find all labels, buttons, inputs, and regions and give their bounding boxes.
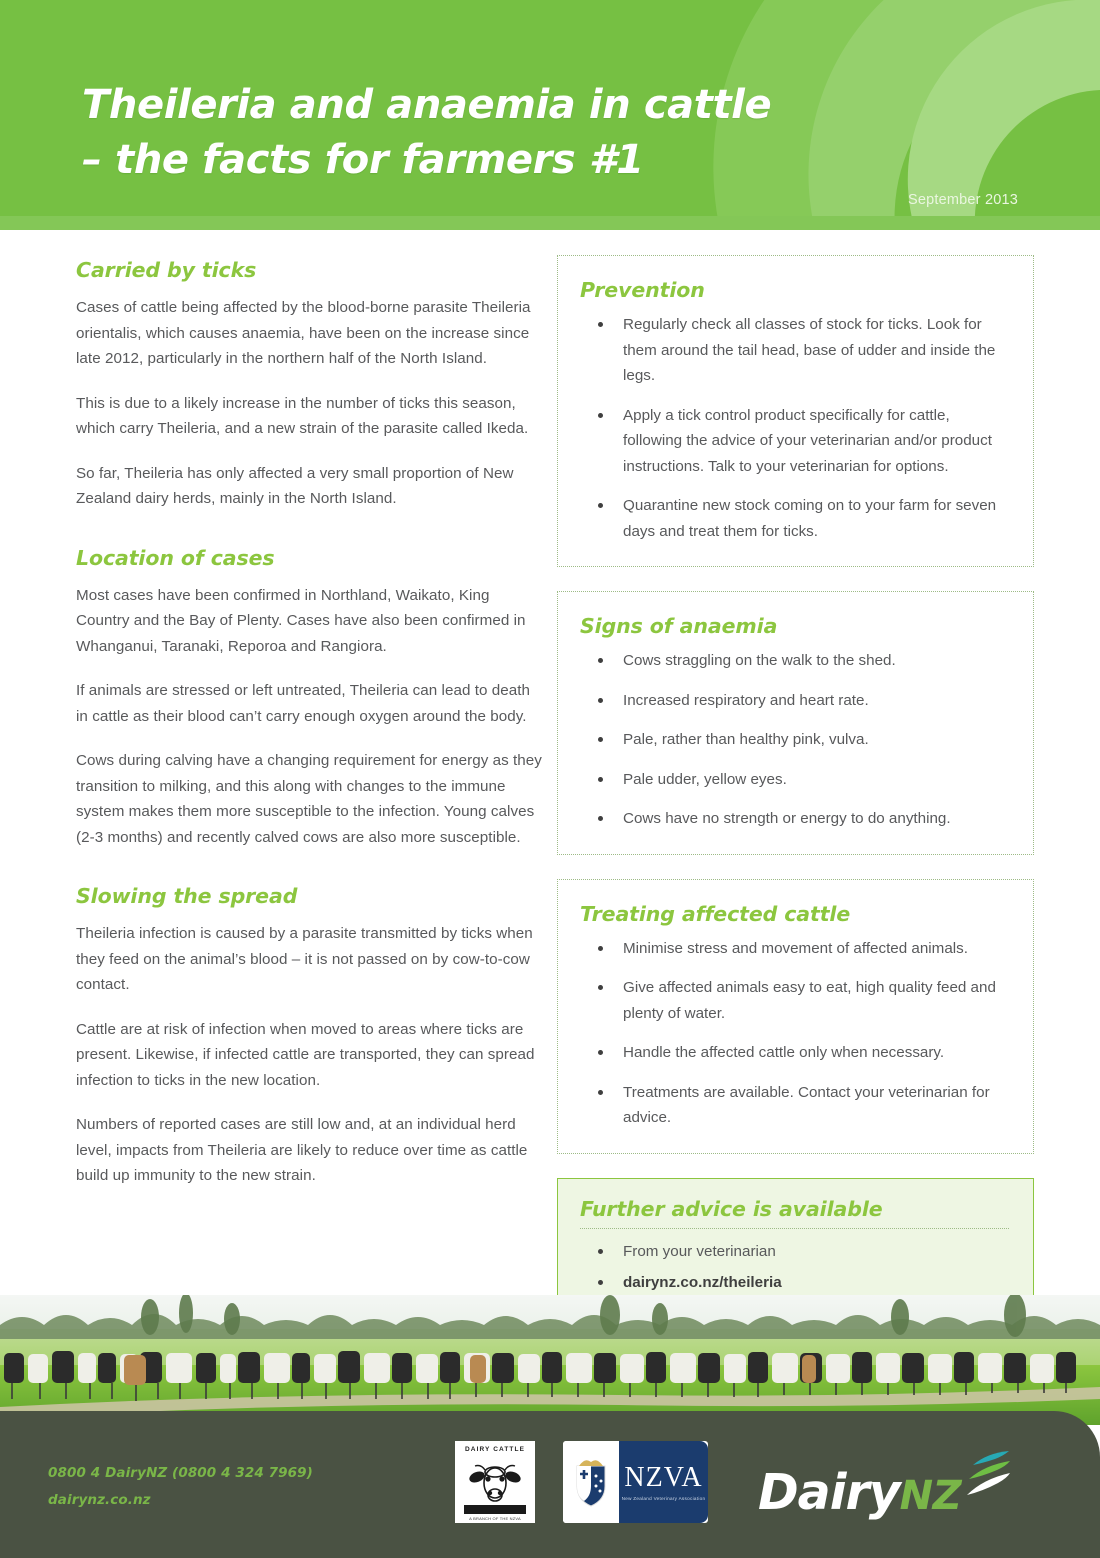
list-item <box>580 1240 1009 1264</box>
nzva-wordmark-panel <box>619 1441 708 1523</box>
section-heading: Treating affected cattle <box>580 901 851 926</box>
page-content <box>0 230 1100 1295</box>
section-heading: Further advice is available <box>580 1196 883 1221</box>
nzva-wordmark: NZVA <box>624 1461 703 1493</box>
list-item-text: From your veterinarian <box>623 1242 776 1260</box>
bullet-icon <box>598 1090 603 1095</box>
bullet-icon <box>598 322 603 327</box>
list-item <box>580 493 1007 544</box>
bullet-icon <box>598 737 603 742</box>
paragraph: So far, Theileria has only affected a very small proportion of New Zealand dairy herds, mainly in the North Island. <box>76 464 514 507</box>
treating-list <box>580 936 1007 1131</box>
publication-date: September 2013 <box>907 192 1018 208</box>
section-carried-by-ticks <box>76 258 546 512</box>
bullet-icon <box>598 777 603 782</box>
footer-contact <box>48 1460 313 1514</box>
list-item-text: Pale udder, yellow eyes. <box>623 770 787 788</box>
list-item-text: Treatments are available. Contact your veterinarian for advice. <box>623 1083 990 1126</box>
page-title-line1: Theileria and anaemia in cattle <box>82 82 772 128</box>
list-item-text: Increased respiratory and heart rate. <box>623 691 869 709</box>
list-item <box>580 648 1007 674</box>
bullet-icon <box>598 658 603 663</box>
list-item <box>580 767 1007 793</box>
list-item-text: Minimise stress and movement of affected animals. <box>623 939 968 957</box>
treating-affected-cattle-box <box>557 879 1034 1154</box>
page-header <box>0 0 1100 230</box>
list-item <box>580 1080 1007 1131</box>
list-item-text: Regularly check all classes of stock for ticks. Look for them around the tail head, base of udder and inside the legs. <box>623 316 996 384</box>
bullet-icon <box>598 946 603 951</box>
list-item-text: Give affected animals easy to eat, high quality feed and plenty of water. <box>623 979 996 1022</box>
section-heading: Location of cases <box>76 545 275 570</box>
dcv-logo-bar <box>464 1505 526 1514</box>
list-item-text: Apply a tick control product specifically for cattle, following the advice of your veterinarian and/or product instructions. Talk to your veterinarian for options. <box>623 406 992 475</box>
dairynz-logo-nz: NZ <box>899 1473 962 1520</box>
paragraph: Cases of cattle being affected by the blood-borne parasite Theileria orientalis, which causes anaemia, have been on the increase since late 2012, particularly in the northern half of the North Island. <box>76 299 531 367</box>
cow-head-icon <box>466 1459 524 1505</box>
footer-logos <box>455 1441 1011 1523</box>
nzva-logo <box>563 1441 708 1523</box>
page-footer <box>0 1411 1100 1558</box>
prevention-box <box>557 255 1034 567</box>
dairynz-logo <box>758 1449 1011 1521</box>
signs-list <box>580 648 1007 832</box>
footer-phone: 0800 4 DairyNZ (0800 4 324 7969) <box>48 1465 313 1481</box>
prevention-list <box>580 312 1007 544</box>
list-item-text: Cows have no strength or energy to do anything. <box>623 810 951 827</box>
section-slowing-the-spread <box>76 884 546 1189</box>
list-item-website-link[interactable] <box>580 1271 1009 1295</box>
dairynz-logo-dairy: Dairy <box>758 1463 900 1521</box>
list-item <box>580 975 1007 1026</box>
page-title <box>82 78 962 188</box>
section-heading: Prevention <box>580 278 705 302</box>
paragraph: Most cases have been confirmed in Northland, Waikato, King Country and the Bay of Plenty. Cases have also been confirmed in Whanganui, Taranaki, Reporoa and Rangiora. <box>76 586 526 655</box>
section-heading: Signs of anaemia <box>580 614 778 638</box>
paragraph: If animals are stressed or left untreated, Theileria can lead to death in cattle as their blood can’t carry enough oxygen around the body. <box>76 682 531 725</box>
list-item-text: Pale, rather than healthy pink, vulva. <box>623 731 869 748</box>
dcv-logo-top-text: DAIRY CATTLE <box>464 1446 526 1453</box>
divider <box>580 1228 1009 1229</box>
section-heading: Slowing the spread <box>76 884 298 908</box>
list-item-text: Quarantine new stock coming on to your farm for seven days and treat them for ticks. <box>623 497 997 540</box>
footer-website[interactable]: dairynz.co.nz <box>48 1492 151 1508</box>
paragraph: Numbers of reported cases are still low and, at an individual herd level, impacts from Theileria are likely to reduce over time as cattle build up immunity to the new strain. <box>76 1116 528 1184</box>
list-item-text: dairynz.co.nz/theileria <box>623 1273 782 1291</box>
bullet-icon <box>598 413 603 418</box>
dairynz-fern-swoosh-icon <box>965 1449 1011 1505</box>
page-title-line2: – the facts for farmers #1 <box>82 137 644 183</box>
left-column <box>76 258 546 1189</box>
bullet-icon <box>598 985 603 990</box>
list-item-text: Cows straggling on the walk to the shed. <box>623 652 896 669</box>
cattle-herd-photo <box>0 1295 1100 1425</box>
list-item <box>580 806 1007 832</box>
paragraph: This is due to a likely increase in the number of ticks this season, which carry Theileria, and a new strain of the parasite called Ikeda. <box>76 394 529 437</box>
list-item <box>580 727 1007 753</box>
header-bottom-strip <box>0 216 1100 230</box>
bullet-icon <box>598 816 603 821</box>
section-heading: Carried by ticks <box>76 258 257 282</box>
nzva-sub-text: New Zealand Veterinary Association <box>621 1495 706 1501</box>
list-item <box>580 688 1007 714</box>
dcv-logo-sub-text: A BRANCH OF THE NZVA <box>469 1516 521 1521</box>
section-location-of-cases <box>76 546 546 851</box>
bullet-icon <box>598 698 603 703</box>
paragraph: Cows during calving have a changing requirement for energy as they transition to milking, and this along with changes to the immune system makes them more susceptible to the infection. Young calves (2-3 months) and recently calved cows are also more susceptible. <box>76 752 542 846</box>
list-item-text: Handle the affected cattle only when necessary. <box>623 1044 945 1061</box>
list-item <box>580 936 1007 962</box>
list-item <box>580 312 1007 389</box>
paragraph: Theileria infection is caused by a parasite transmitted by ticks when they feed on the animal’s blood – it is not passed on by cow-to-cow contact. <box>76 925 533 993</box>
list-item <box>580 1040 1007 1066</box>
nzva-crest-panel <box>563 1441 619 1523</box>
dairy-cattle-vets-logo <box>455 1441 535 1523</box>
nzva-crest-icon <box>571 1456 611 1508</box>
paragraph: Cattle are at risk of infection when moved to areas where ticks are present. Likewise, if infected cattle are transported, they can spread infection to ticks in the new location. <box>76 1020 535 1089</box>
bullet-icon <box>598 1249 603 1254</box>
bullet-icon <box>598 1280 603 1285</box>
signs-of-anaemia-box <box>557 591 1034 855</box>
bullet-icon <box>598 1050 603 1055</box>
list-item <box>580 403 1007 480</box>
right-column <box>557 255 1034 1354</box>
bullet-icon <box>598 503 603 508</box>
